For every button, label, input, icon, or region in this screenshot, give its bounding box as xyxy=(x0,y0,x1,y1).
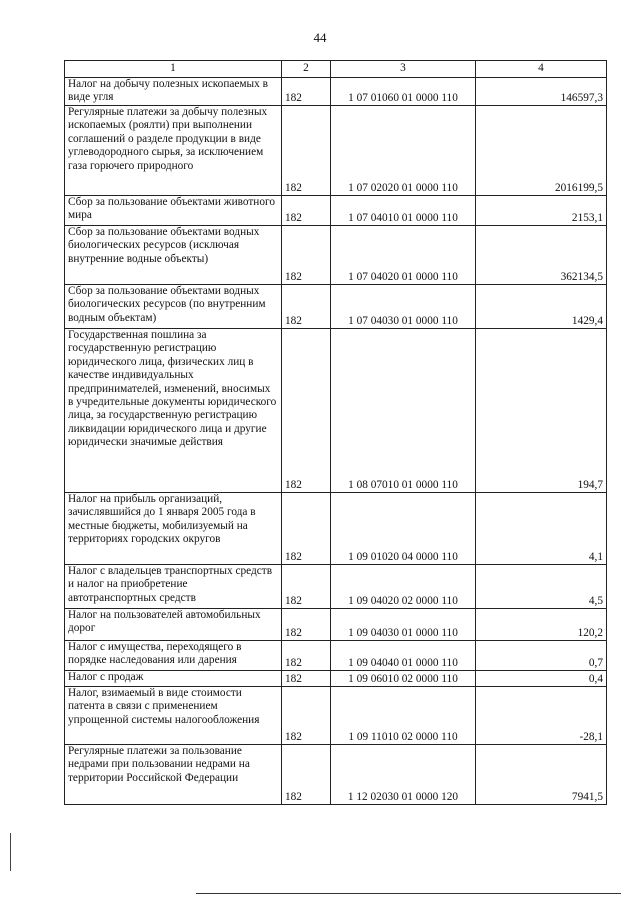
budget-code-cell: 1 09 04040 01 0000 110 xyxy=(331,641,476,671)
table-row xyxy=(65,671,607,687)
admin-code-cell: 182 xyxy=(282,565,331,609)
table-row xyxy=(65,493,607,565)
budget-code-cell: 1 09 04020 02 0000 110 xyxy=(331,565,476,609)
admin-code-cell: 182 xyxy=(282,285,331,329)
admin-code-cell: 182 xyxy=(282,745,331,805)
amount-cell: 4,1 xyxy=(476,493,607,565)
admin-code-cell: 182 xyxy=(282,671,331,687)
amount-cell: 120,2 xyxy=(476,609,607,641)
table-row xyxy=(65,106,607,196)
admin-code-cell: 182 xyxy=(282,687,331,745)
table-header-row xyxy=(65,61,607,78)
admin-code-cell: 182 xyxy=(282,226,331,285)
tax-name-cell: Регулярные платежи за добычу полезных ископаемых (роялти) при выполнении соглашений о разделе продукции в виде углеводородного сырья, за исключением газа горючего природного xyxy=(65,106,282,196)
amount-cell: 1429,4 xyxy=(476,285,607,329)
amount-cell: -28,1 xyxy=(476,687,607,745)
table-row xyxy=(65,196,607,226)
column-header: 2 xyxy=(282,61,331,78)
budget-code-cell: 1 12 02030 01 0000 120 xyxy=(331,745,476,805)
amount-cell: 4,5 xyxy=(476,565,607,609)
table-row xyxy=(65,565,607,609)
amount-cell: 0,4 xyxy=(476,671,607,687)
amount-cell: 7941,5 xyxy=(476,745,607,805)
margin-mark xyxy=(10,833,11,871)
admin-code-cell: 182 xyxy=(282,329,331,493)
admin-code-cell: 182 xyxy=(282,493,331,565)
tax-name-cell: Государственная пошлина за государственную регистрацию юридического лица, физических лиц в качестве индивидуальных предпринимателей, изменений, вносимых в учредительные документы юридического лица, за государственную регистрацию ликвидации юридического лица и другие юридически значимые действия xyxy=(65,329,282,493)
table-row xyxy=(65,285,607,329)
tax-name-cell: Налог на пользователей автомобильных дорог xyxy=(65,609,282,641)
budget-code-cell: 1 07 04010 01 0000 110 xyxy=(331,196,476,226)
budget-code-cell: 1 07 02020 01 0000 110 xyxy=(331,106,476,196)
column-header: 1 xyxy=(65,61,282,78)
column-header: 3 xyxy=(331,61,476,78)
page-number: 44 xyxy=(313,30,327,45)
table-row xyxy=(65,226,607,285)
table-row xyxy=(65,641,607,671)
budget-code-cell: 1 09 01020 04 0000 110 xyxy=(331,493,476,565)
revenue-table xyxy=(64,60,607,805)
budget-code-cell: 1 09 11010 02 0000 110 xyxy=(331,687,476,745)
table-row xyxy=(65,78,607,106)
tax-name-cell: Сбор за пользование объектами животного мира xyxy=(65,196,282,226)
amount-cell: 194,7 xyxy=(476,329,607,493)
tax-name-cell: Налог, взимаемый в виде стоимости патента в связи с применением упрощенной системы налогообложения xyxy=(65,687,282,745)
tax-name-cell: Налог с владельцев транспортных средств и налог на приобретение автотранспортных средств xyxy=(65,565,282,609)
admin-code-cell: 182 xyxy=(282,196,331,226)
tax-name-cell: Сбор за пользование объектами водных биологических ресурсов (исключая внутренние водные объекты) xyxy=(65,226,282,285)
admin-code-cell: 182 xyxy=(282,78,331,106)
amount-cell: 362134,5 xyxy=(476,226,607,285)
table-row xyxy=(65,745,607,805)
bottom-rule xyxy=(196,893,621,894)
admin-code-cell: 182 xyxy=(282,106,331,196)
budget-code-cell: 1 07 04020 01 0000 110 xyxy=(331,226,476,285)
budget-code-cell: 1 09 04030 01 0000 110 xyxy=(331,609,476,641)
amount-cell: 2016199,5 xyxy=(476,106,607,196)
tax-name-cell: Сбор за пользование объектами водных биологических ресурсов (по внутренним водным объектам) xyxy=(65,285,282,329)
admin-code-cell: 182 xyxy=(282,641,331,671)
budget-code-cell: 1 08 07010 01 0000 110 xyxy=(331,329,476,493)
tax-name-cell: Налог на добычу полезных ископаемых в виде угля xyxy=(65,78,282,106)
budget-code-cell: 1 09 06010 02 0000 110 xyxy=(331,671,476,687)
budget-code-cell: 1 07 01060 01 0000 110 xyxy=(331,78,476,106)
amount-cell: 146597,3 xyxy=(476,78,607,106)
amount-cell: 0,7 xyxy=(476,641,607,671)
amount-cell: 2153,1 xyxy=(476,196,607,226)
table-row xyxy=(65,329,607,493)
tax-name-cell: Налог с имущества, переходящего в порядке наследования или дарения xyxy=(65,641,282,671)
table-row xyxy=(65,609,607,641)
tax-name-cell: Налог с продаж xyxy=(65,671,282,687)
table-row xyxy=(65,687,607,745)
tax-name-cell: Регулярные платежи за пользование недрами при пользовании недрами на территории Российской Федерации xyxy=(65,745,282,805)
budget-code-cell: 1 07 04030 01 0000 110 xyxy=(331,285,476,329)
admin-code-cell: 182 xyxy=(282,609,331,641)
column-header: 4 xyxy=(476,61,607,78)
tax-name-cell: Налог на прибыль организаций, зачислявшийся до 1 января 2005 года в местные бюджеты, мобилизуемый на территориях городских округов xyxy=(65,493,282,565)
